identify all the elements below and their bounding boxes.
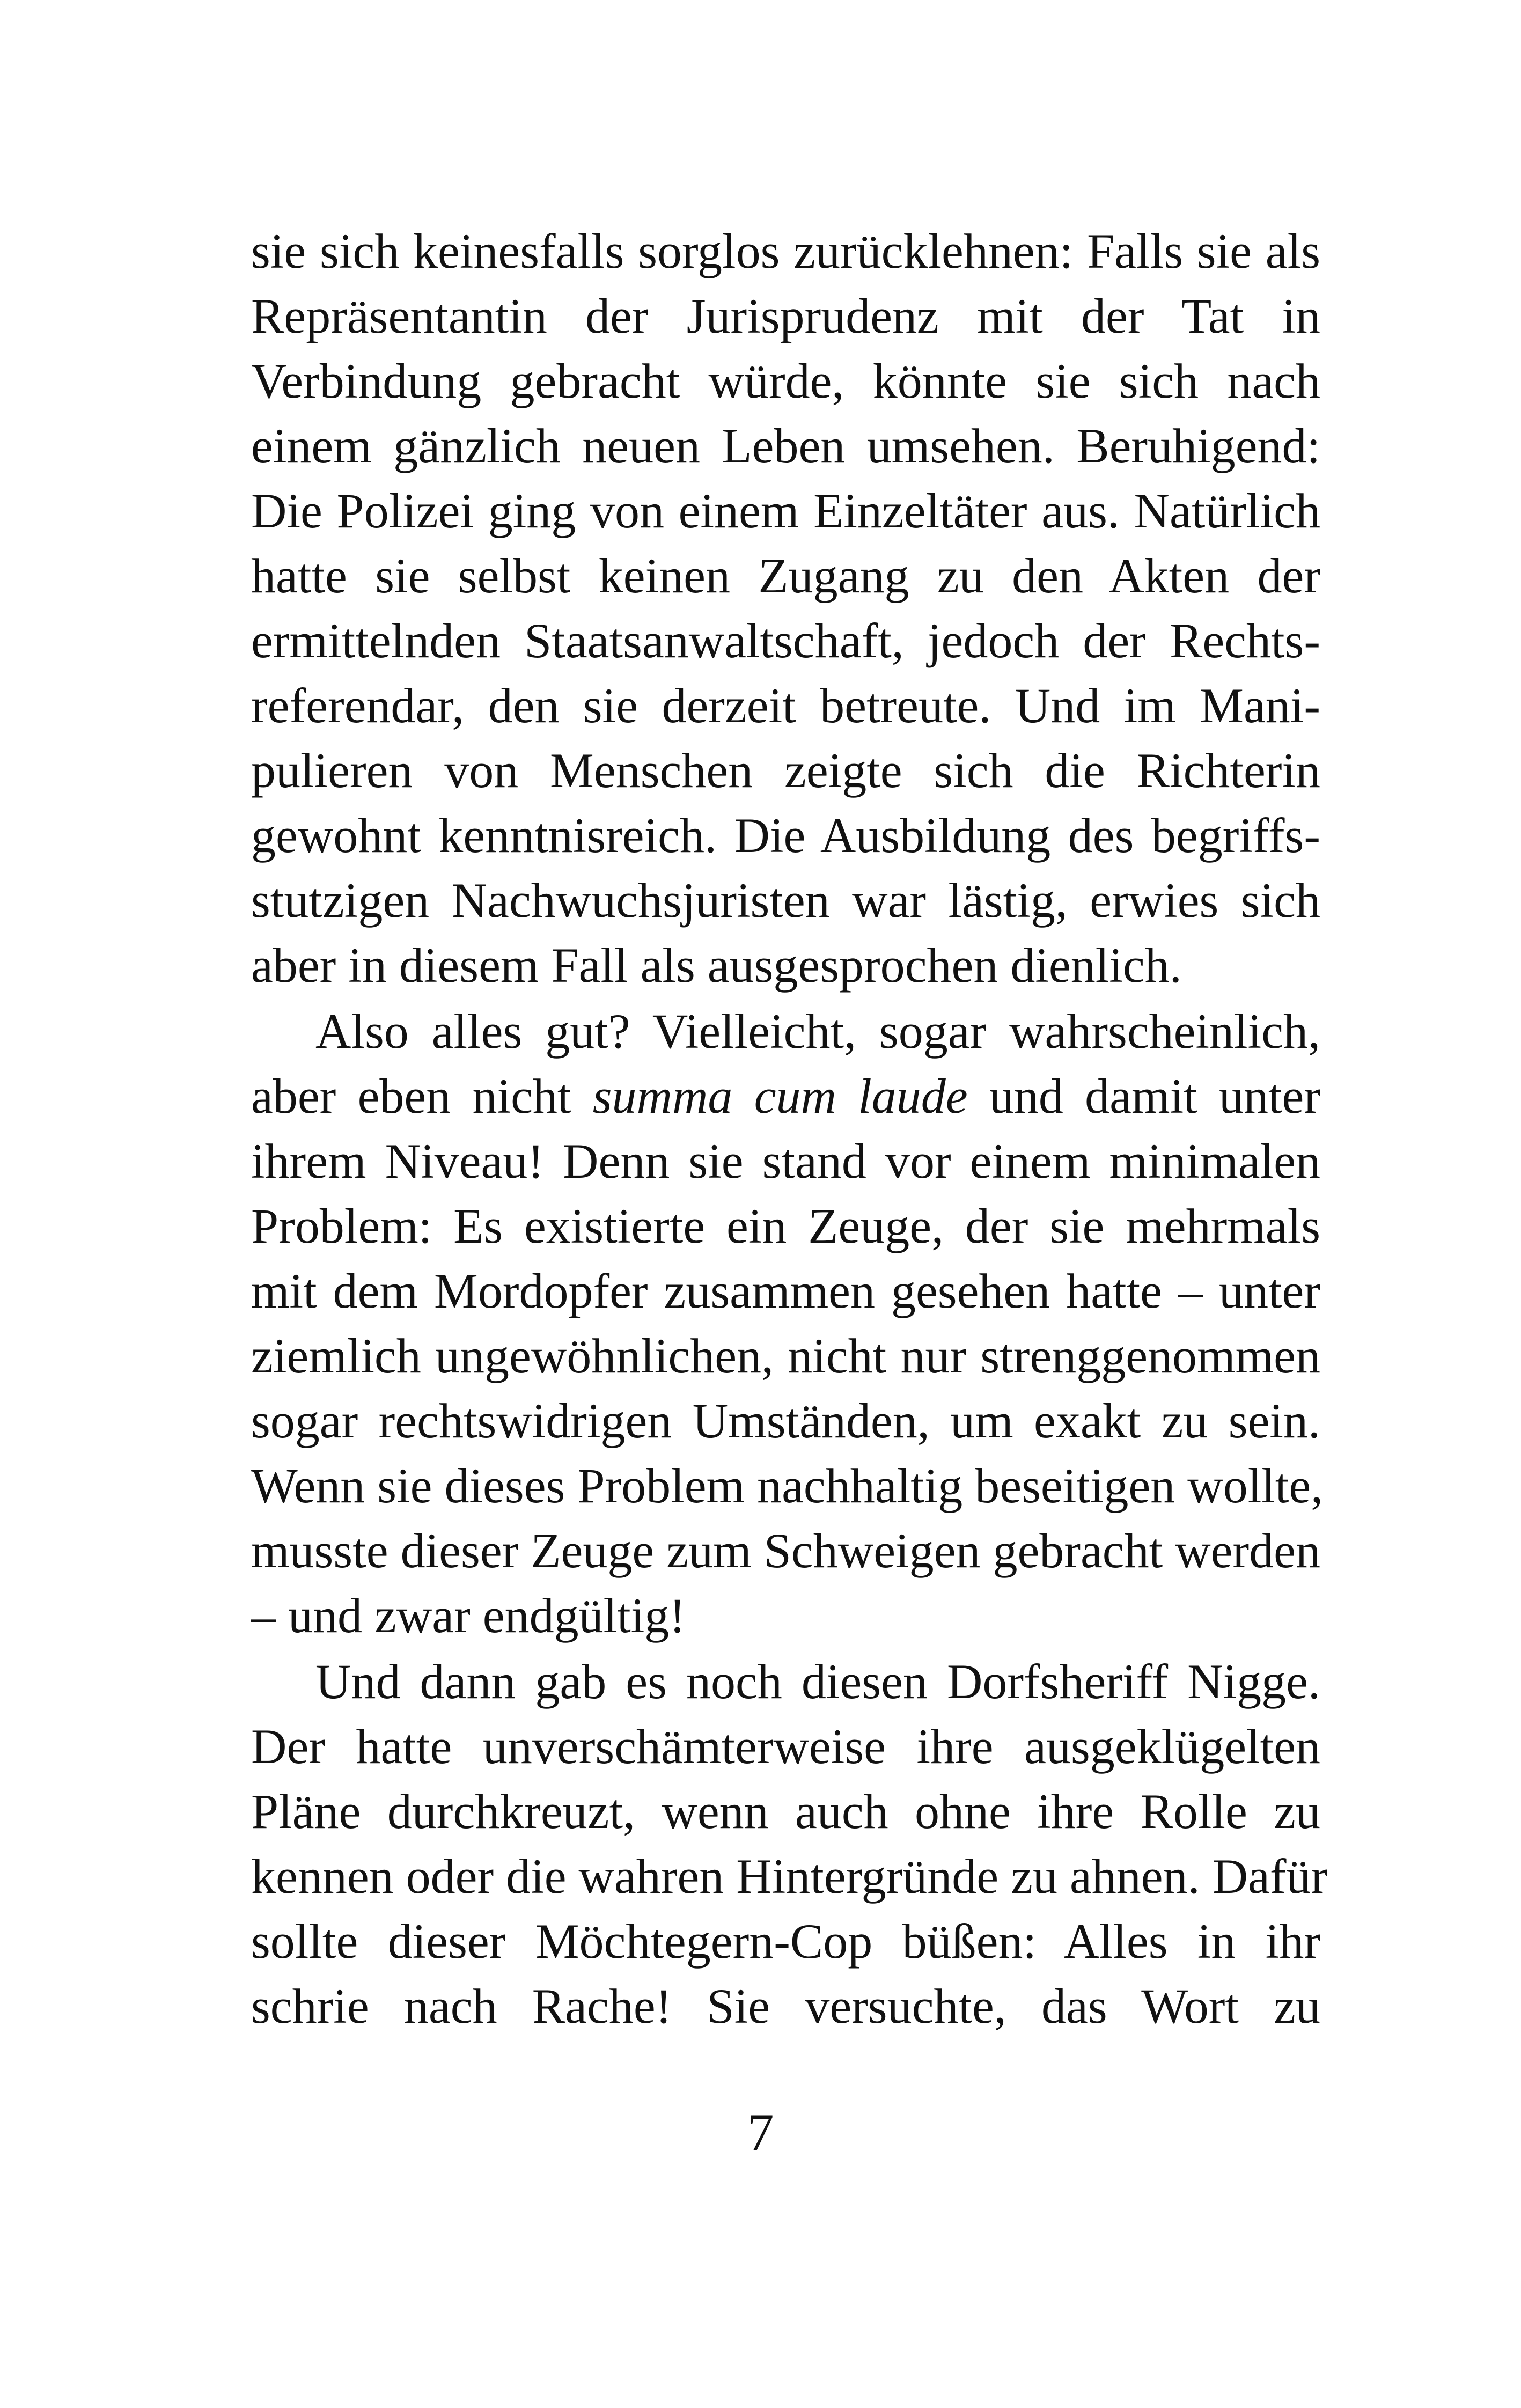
- text-line: stutzigen Nachwuchsjuristen war lästig, erwies sich: [251, 873, 1320, 928]
- text-line: pulieren von Menschen zeigte sich die Richterin: [251, 743, 1320, 798]
- text-line: Pläne durchkreuzt, wenn auch ohne ihre Rolle zu: [251, 1784, 1320, 1839]
- text-line: Und dann gab es noch diesen Dorfsheriff Nigge.: [315, 1654, 1320, 1709]
- text-line: mit dem Mordopfer zusammen gesehen hatte – unter: [251, 1264, 1320, 1318]
- text-line: einem gänzlich neuen Leben umsehen. Beruhigend:: [251, 419, 1320, 473]
- paragraph: [251, 219, 1320, 998]
- text-line: sollte dieser Möchtegern-Cop büßen: Alles in ihr: [251, 1914, 1320, 1969]
- text-line: aber in diesem Fall als ausgesprochen dienlich.: [251, 938, 1182, 993]
- text-line: Verbindung gebracht würde, könnte sie sich nach: [251, 354, 1320, 408]
- italic-phrase: summa cum laude: [592, 1069, 968, 1124]
- text-line: kennen oder die wahren Hintergründe zu ahnen. Dafür: [251, 1849, 1328, 1904]
- text-line: ihrem Niveau! Denn sie stand vor einem minimalen: [251, 1134, 1320, 1188]
- text-line: Wenn sie dieses Problem nachhaltig beseitigen wollte,: [251, 1458, 1324, 1513]
- text-line: ermittelnden Staatsanwaltschaft, jedoch der Rechts-: [251, 613, 1320, 668]
- text-line: schrie nach Rache! Sie versuchte, das Wort zu: [251, 1979, 1320, 2033]
- text-line: Problem: Es existierte ein Zeuge, der sie mehrmals: [251, 1199, 1320, 1253]
- text-run: und damit unter: [967, 1069, 1320, 1124]
- text-line: sogar rechtswidrigen Umständen, um exakt zu sein.: [251, 1393, 1320, 1448]
- text-line: sie sich keinesfalls sorglos zurücklehnen: Falls sie als: [251, 224, 1320, 278]
- text-line: referendar, den sie derzeit betreute. Und im Mani-: [251, 678, 1320, 733]
- text-line: – und zwar endgültig!: [251, 1588, 686, 1643]
- body-text: [251, 219, 1328, 2039]
- text-line: [251, 1064, 1320, 1129]
- paragraph: [251, 1649, 1328, 2039]
- text-line: ziemlich ungewöhnlichen, nicht nur strenggenommen: [251, 1328, 1320, 1383]
- text-line: Der hatte unverschämterweise ihre ausgeklügelten: [251, 1719, 1320, 1774]
- text-line: Die Polizei ging von einem Einzeltäter aus. Natürlich: [251, 483, 1320, 538]
- text-run: aber eben nicht: [251, 1069, 593, 1124]
- text-line: gewohnt kenntnisreich. Die Ausbildung des begriffs-: [251, 808, 1320, 863]
- text-line: hatte sie selbst keinen Zugang zu den Akten der: [251, 548, 1320, 603]
- page-number: 7: [747, 2103, 774, 2162]
- text-line: musste dieser Zeuge zum Schweigen gebracht werden: [251, 1523, 1320, 1578]
- text-line: Also alles gut? Vielleicht, sogar wahrscheinlich,: [315, 1004, 1320, 1059]
- paragraph: [251, 999, 1324, 1648]
- text-line: Repräsentantin der Jurisprudenz mit der Tat in: [251, 289, 1320, 343]
